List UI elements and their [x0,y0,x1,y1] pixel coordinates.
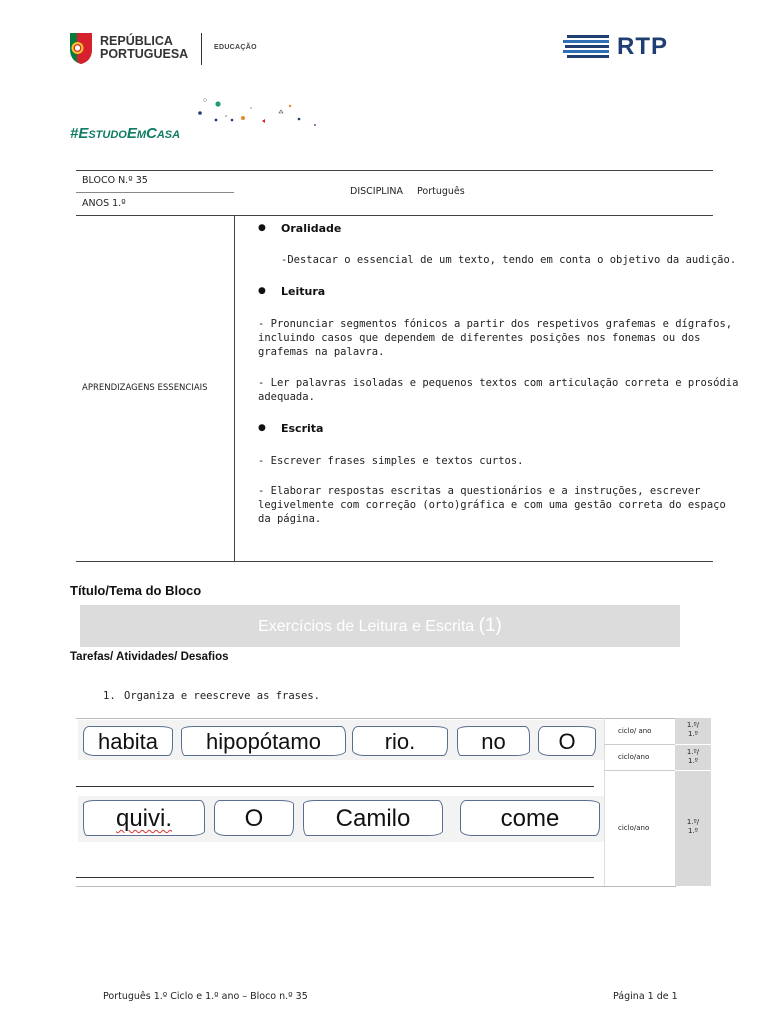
department-label: EDUCAÇÃO [214,44,257,51]
bullet-icon: ● [258,423,266,433]
side-value [675,721,711,739]
leitura-line: - Pronunciar segmentos fónicos a partir dos respetivos grafemas e dígrafos, [258,318,733,330]
republica-line1: REPÚBLICA [100,34,173,48]
side-value [675,818,711,836]
word-card[interactable]: O [214,800,294,836]
side-value-line: 1.º [688,730,698,738]
side-label: ciclo/ ano [618,727,652,735]
side-label: ciclo/ano [618,753,650,761]
side-value-line: 1.º/ [686,818,700,826]
hashtag-title: #EstudoEmCasa [70,125,181,142]
word-card[interactable] [83,800,205,836]
section-title-leitura: Leitura [281,285,326,298]
titulo-tema-label: Título/Tema do Bloco [70,583,202,598]
section-title-escrita: Escrita [281,422,324,435]
table-bottom-border [76,561,713,562]
rtp-logo [563,34,683,60]
oralidade-line: -Destacar o essencial de um texto, tendo em conta o objetivo da audição. [281,254,737,266]
table-column-divider [234,215,235,562]
table-top-border [76,170,713,171]
word-card[interactable]: no [457,726,530,756]
footer-left: Português 1.º Ciclo e 1.º ano – Bloco n.º 35 [103,991,308,1002]
republica-name [100,35,188,61]
disciplina-value: Português [417,186,465,197]
leitura-line: - Ler palavras isoladas e pequenos textos com articulação correta e prosódia [258,377,739,389]
side-value-line: 1.º [688,757,698,765]
side-value [675,748,711,766]
table-header-border [76,215,713,216]
exercise-bottom-border [76,886,676,887]
word-card[interactable]: rio. [352,726,448,756]
footer-page-number: Página 1 de 1 [613,991,678,1002]
republica-line2: PORTUGUESA [100,47,189,61]
disciplina-label: DISCIPLINA [350,186,404,197]
banner-text: Exercícios de Leitura e Escrita [258,618,475,635]
side-label: ciclo/ano [618,824,650,832]
word-card[interactable]: Camilo [303,800,443,836]
republica-portuguesa-logo [68,31,258,67]
aprendizagens-label: APRENDIZAGENS ESSENCIAIS [82,383,208,393]
exercise-number: 1. [103,690,116,702]
side-row-divider [604,770,676,771]
bullet-icon: ● [258,286,266,296]
side-value-line: 1.º [688,827,698,835]
exercise-top-border [76,718,676,719]
side-col-divider [675,744,711,745]
logo-divider [201,33,202,65]
block-title-banner [80,605,680,647]
banner-title [80,605,680,647]
bloco-divider [76,192,234,193]
tarefas-label: Tarefas/ Atividades/ Desafios [70,651,229,663]
side-row-divider [604,744,676,745]
word-card[interactable]: O [538,726,596,756]
bloco-label: BLOCO N.º 35 [82,175,148,186]
escrita-line: da página. [258,513,322,525]
word-card[interactable]: hipopótamo [181,726,346,756]
side-col-divider [675,770,711,771]
side-value-line: 1.º/ [686,748,700,756]
leitura-line: grafemas na palavra. [258,346,385,358]
escrita-line: - Escrever frases simples e textos curtos. [258,455,524,467]
bullet-icon: ● [258,223,266,233]
word-card[interactable]: come [460,800,600,836]
answer-line[interactable] [76,877,594,878]
section-title-oralidade: Oralidade [281,222,342,235]
escrita-line: legivelmente com correção (orto)gráfica e com uma gestão correta do espaço [258,499,726,511]
decorative-dots [196,96,326,130]
escrita-line: - Elaborar respostas escritas a questionários e a instruções, escrever [258,485,701,497]
exercise-instruction: Organiza e reescreve as frases. [124,690,320,702]
answer-line[interactable] [76,786,594,787]
word-card-text: quivi. [115,805,173,832]
rtp-stripes-icon [563,34,613,60]
shield-icon [68,31,94,65]
leitura-line: adequada. [258,391,315,403]
rtp-wordmark: RTP [617,33,668,60]
leitura-line: incluindo casos que dependem de diferentes posições nos fonemas ou dos [258,332,701,344]
anos-label: ANOS 1.º [82,198,126,209]
word-card[interactable]: habita [83,726,173,756]
side-value-line: 1.º/ [686,721,700,729]
banner-number: (1) [478,615,502,636]
